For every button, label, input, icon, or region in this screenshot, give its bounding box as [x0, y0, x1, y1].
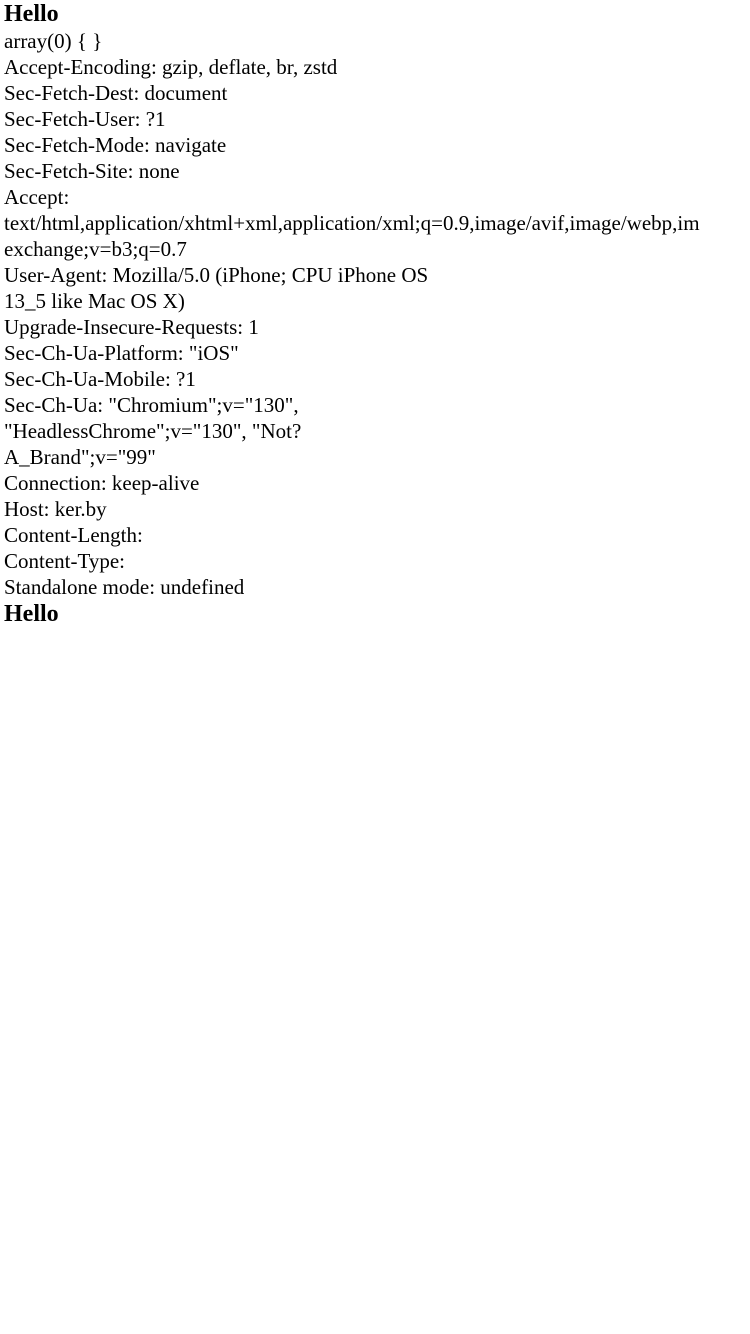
- sec-fetch-mode-line: Sec-Fetch-Mode: navigate: [4, 133, 227, 157]
- upgrade-insecure-requests-line: Upgrade-Insecure-Requests: 1: [4, 315, 259, 339]
- user-agent-line-1: User-Agent: Mozilla/5.0 (iPhone; CPU iPhone OS: [4, 263, 429, 287]
- user-agent-line-2: 13_5 like Mac OS X): [4, 289, 185, 313]
- array-dump-line: array(0) { }: [4, 29, 103, 53]
- page-heading-bottom: Hello: [4, 601, 59, 627]
- accept-value-line-2: exchange;v=b3;q=0.7: [4, 237, 187, 261]
- sec-ch-ua-mobile-line: Sec-Ch-Ua-Mobile: ?1: [4, 367, 196, 391]
- sec-fetch-user-line: Sec-Fetch-User: ?1: [4, 107, 166, 131]
- host-line: Host: ker.by: [4, 497, 107, 521]
- content-type-line: Content-Type:: [4, 549, 126, 573]
- accept-encoding-line: Accept-Encoding: gzip, deflate, br, zstd: [4, 55, 338, 79]
- connection-line: Connection: keep-alive: [4, 471, 200, 495]
- sec-ch-ua-platform-line: Sec-Ch-Ua-Platform: "iOS": [4, 341, 239, 365]
- sec-ch-ua-line-3: A_Brand";v="99": [4, 445, 156, 469]
- page-content: [4, 0, 750, 628]
- sec-fetch-dest-line: Sec-Fetch-Dest: document: [4, 81, 228, 105]
- accept-value-line-1: text/html,application/xhtml+xml,application/xml;q=0.9,image/avif,image/webp,im: [4, 211, 700, 235]
- sec-ch-ua-line-1: Sec-Ch-Ua: "Chromium";v="130",: [4, 393, 299, 417]
- sec-fetch-site-line: Sec-Fetch-Site: none: [4, 159, 180, 183]
- accept-label-line: Accept:: [4, 185, 70, 209]
- page-heading-top: Hello: [4, 1, 59, 27]
- standalone-mode-line: Standalone mode: undefined: [4, 575, 245, 599]
- content-length-line: Content-Length:: [4, 523, 143, 547]
- sec-ch-ua-line-2: "HeadlessChrome";v="130", "Not?: [4, 419, 302, 443]
- request-dump: [4, 28, 750, 600]
